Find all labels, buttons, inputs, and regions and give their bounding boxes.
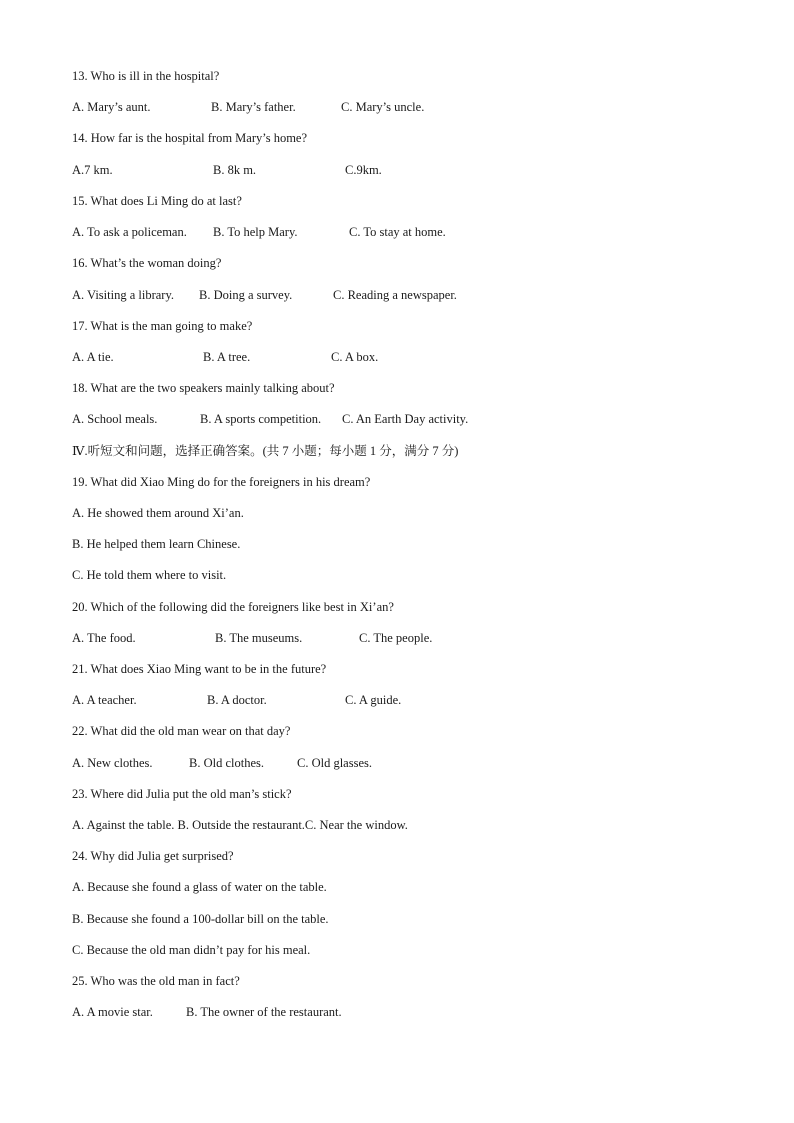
options-16 bbox=[72, 287, 772, 303]
option-15-a: A. To ask a policeman. bbox=[72, 225, 187, 239]
option-13-c: C. Mary’s uncle. bbox=[341, 100, 425, 114]
options-15 bbox=[72, 224, 772, 240]
option-17-b: B. A tree. bbox=[203, 350, 251, 364]
question-13: 13. Who is ill in the hospital? bbox=[72, 69, 220, 83]
options-13 bbox=[72, 99, 772, 115]
options-22 bbox=[72, 755, 772, 771]
option-13-b: B. Mary’s father. bbox=[211, 100, 296, 114]
option-20-a: A. The food. bbox=[72, 631, 136, 645]
option-16-a: A. Visiting a library. bbox=[72, 288, 175, 302]
option-21-a: A. A teacher. bbox=[72, 693, 137, 707]
option-18-b: B. A sports competition. bbox=[200, 412, 322, 426]
options-21 bbox=[72, 692, 772, 708]
question-24: 24. Why did Julia get surprised? bbox=[72, 849, 234, 863]
option-25-b: B. The owner of the restaurant. bbox=[186, 1005, 342, 1019]
option-18-c: C. An Earth Day activity. bbox=[342, 412, 469, 426]
option-19-b: B. He helped them learn Chinese. bbox=[72, 537, 241, 551]
option-20-b: B. The museums. bbox=[215, 631, 303, 645]
option-22-c: C. Old glasses. bbox=[297, 756, 372, 770]
option-13-a: A. Mary’s aunt. bbox=[72, 100, 151, 114]
option-18-a: A. School meals. bbox=[72, 412, 158, 426]
question-17: 17. What is the man going to make? bbox=[72, 319, 253, 333]
option-21-c: C. A guide. bbox=[345, 693, 402, 707]
question-20: 20. Which of the following did the foreigners like best in Xi’an? bbox=[72, 600, 394, 614]
option-17-c: C. A box. bbox=[331, 350, 379, 364]
option-25-a: A. A movie star. bbox=[72, 1005, 153, 1019]
option-19-c: C. He told them where to visit. bbox=[72, 568, 227, 582]
question-14: 14. How far is the hospital from Mary’s home? bbox=[72, 131, 308, 145]
section-heading: Ⅳ.听短文和问题，选择正确答案。(共 7 小题；每小题 1 分，满分 7 分) bbox=[72, 444, 459, 458]
options-25 bbox=[72, 1004, 772, 1020]
question-25: 25. Who was the old man in fact? bbox=[72, 974, 240, 988]
option-14-b: B. 8k m. bbox=[213, 163, 257, 177]
options-20 bbox=[72, 630, 772, 646]
option-14-c: C.9km. bbox=[345, 163, 382, 177]
option-24-b: B. Because she found a 100-dollar bill on the table. bbox=[72, 912, 329, 926]
question-19: 19. What did Xiao Ming do for the foreigners in his dream? bbox=[72, 475, 371, 489]
option-22-b: B. Old clothes. bbox=[189, 756, 264, 770]
options-18 bbox=[72, 411, 772, 427]
question-23: 23. Where did Julia put the old man’s stick? bbox=[72, 787, 292, 801]
option-15-b: B. To help Mary. bbox=[213, 225, 298, 239]
options-14 bbox=[72, 162, 772, 178]
option-24-a: A. Because she found a glass of water on the table. bbox=[72, 880, 327, 894]
option-24-c: C. Because the old man didn’t pay for his meal. bbox=[72, 943, 311, 957]
options-17 bbox=[72, 349, 772, 365]
option-19-a: A. He showed them around Xi’an. bbox=[72, 506, 244, 520]
option-22-a: A. New clothes. bbox=[72, 756, 153, 770]
option-16-b: B. Doing a survey. bbox=[199, 288, 293, 302]
question-21: 21. What does Xiao Ming want to be in the future? bbox=[72, 662, 327, 676]
question-15: 15. What does Li Ming do at last? bbox=[72, 194, 242, 208]
options-23: A. Against the table. B. Outside the restaurant.C. Near the window. bbox=[72, 818, 408, 832]
question-18: 18. What are the two speakers mainly talking about? bbox=[72, 381, 335, 395]
option-20-c: C. The people. bbox=[359, 631, 433, 645]
option-16-c: C. Reading a newspaper. bbox=[333, 288, 457, 302]
question-16: 16. What’s the woman doing? bbox=[72, 256, 222, 270]
option-14-a: A.7 km. bbox=[72, 163, 113, 177]
option-17-a: A. A tie. bbox=[72, 350, 114, 364]
option-15-c: C. To stay at home. bbox=[349, 225, 446, 239]
question-22: 22. What did the old man wear on that day? bbox=[72, 724, 291, 738]
option-21-b: B. A doctor. bbox=[207, 693, 267, 707]
